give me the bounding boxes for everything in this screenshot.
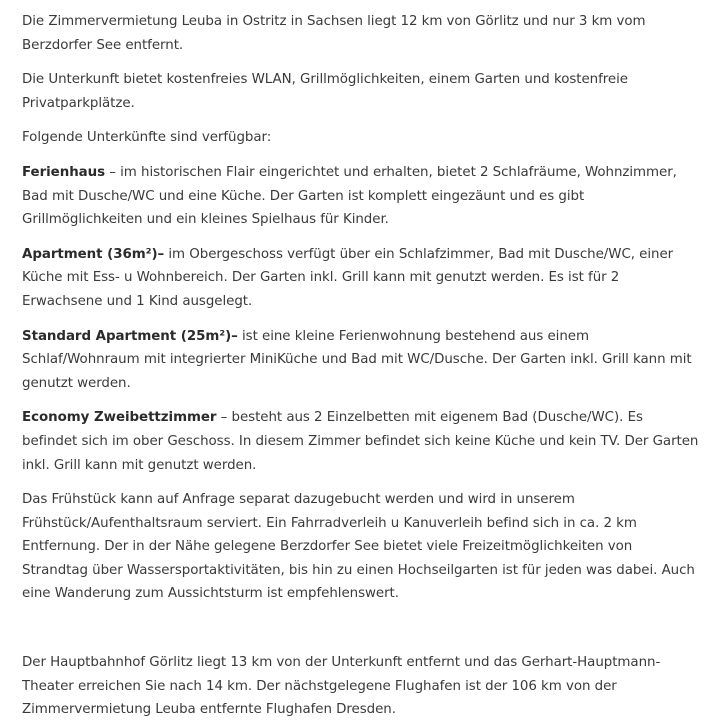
standard-apartment-title: Standard Apartment (25m²)–: [22, 328, 238, 344]
amenities-paragraph: Die Unterkunft bietet kostenfreies WLAN, Grillmöglichkeiten, einem Garten und kostenfreie Privatparkplätze.: [22, 72, 628, 111]
breakfast-paragraph: Das Frühstück kann auf Anfrage separat dazugebucht werden und wird in unserem Frühstück/Aufenthaltsraum serviert. Ein Fahrradverleih u Kanuverleih befind sich in ca. 2 km Entfernung. Der in der Nähe gelegene Berzdorfer See bietet viele Freizeitmöglichkeiten von Strandtag über Wassersportaktivitäten, bis hin zu einen Hochseilgarten ist für jeden was dabei. Auch eine Wanderung zum Aussichtsturm ist empfehlenswert.: [22, 492, 695, 602]
economy-room-title: Economy Zweibettzimmer: [22, 410, 217, 426]
apartment-title: Apartment (36m²)–: [22, 246, 165, 262]
economy-room-paragraph: Economy Zweibettzimmer – besteht aus 2 Einzelbetten mit eigenem Bad (Dusche/WC). Es befindet sich im ober Geschoss. In diesem Zimmer befindet sich keine Küche und kein TV. Der Garten inkl. Grill kann mit genutzt werden.: [22, 410, 699, 473]
standard-apartment-paragraph: Standard Apartment (25m²)– ist eine kleine Ferienwohnung bestehend aus einem Schlaf/Wohnraum mit integrierter MiniKüche und Bad mit WC/Dusche. Der Garten inkl. Grill kann mit genutzt werden.: [22, 328, 692, 391]
ferienhaus-title: Ferienhaus: [22, 164, 106, 180]
available-units-heading: Folgende Unterkünfte sind verfügbar:: [22, 130, 272, 146]
intro-paragraph: Die Zimmervermietung Leuba in Ostritz in Sachsen liegt 12 km von Görlitz und nur 3 km vom Berzdorfer See entfernt.: [22, 14, 646, 53]
location-paragraph: Der Hauptbahnhof Görlitz liegt 13 km von der Unterkunft entfernt und das Gerhart-Hauptmann-Theater erreichen Sie nach 14 km. Der nächstgelegene Flughafen ist der 106 km von der Zimmervermietung Leuba entfernte Flughafen Dresden.: [22, 655, 661, 718]
ferienhaus-paragraph: Ferienhaus – im historischen Flair eingerichtet und erhalten, bietet 2 Schlafräume, Wohnzimmer, Bad mit Dusche/WC und eine Küche. Der Garten ist komplett eingezäunt und es gibt Grillmöglichkeiten und ein kleines Spielhaus für Kinder.: [22, 164, 677, 228]
spacer: [22, 617, 700, 651]
apartment-paragraph: Apartment (36m²)– im Obergeschoss verfügt über ein Schlafzimmer, Bad mit Dusche/WC, einer Küche mit Ess- u Wohnbereich. Der Garten inkl. Grill kann mit genutzt werden. Es ist für 2 Erwachsene und 1 Kind ausgelegt.: [22, 246, 674, 309]
